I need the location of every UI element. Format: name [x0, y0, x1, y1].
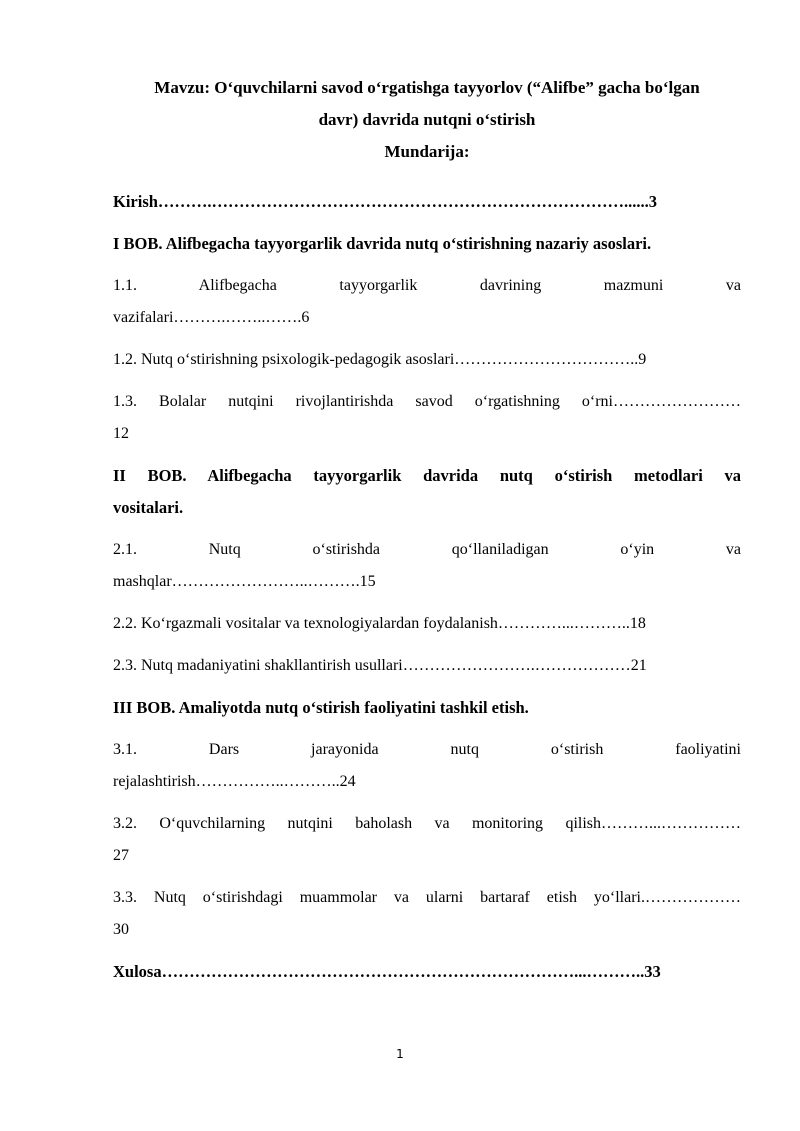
- toc-entry-chapter-3: III BOB. Amaliyotda nutq o‘stirish faoliyatini tashkil etish.: [113, 698, 529, 717]
- toc-entry-3-1-line1: 3.1. Dars jarayonida nutq o‘stirish faoliyatini: [113, 741, 741, 758]
- toc-entry-1-1-line1: 1.1. Alifbegacha tayyorgarlik davrining mazmuni va: [113, 277, 741, 294]
- toc-entry-2-1: [113, 534, 741, 598]
- toc-entry-kirish: Kirish……….…………………………………………………………………......3: [113, 192, 658, 211]
- toc-entry-1-2: 1.2. Nutq o‘stirishning psixologik-pedagogik asoslari……………………………..9: [113, 351, 647, 368]
- toc-entry-3-2-line2: 27: [113, 847, 129, 864]
- toc-entry-xulosa: Xulosa…………………………………………………………………...………..33: [113, 962, 661, 981]
- toc-entry-1-1-line2: vazifalari……….……..…….6: [113, 309, 310, 326]
- toc-entry-3-3: [113, 882, 741, 946]
- toc-entry-2-1-line2: mashqlar……………………..……….15: [113, 573, 376, 590]
- table-of-contents: [113, 186, 741, 988]
- toc-entry-chapter-2: [113, 460, 741, 524]
- toc-entry-chapter-1: I BOB. Alifbegacha tayyorgarlik davrida nutq o‘stirishning nazariy asoslari.: [113, 234, 652, 253]
- toc-entry-2-2: 2.2. Ko‘rgazmali vositalar va texnologiyalardan foydalanish…………...………..18: [113, 615, 646, 632]
- toc-entry-1-3: [113, 386, 741, 450]
- toc-entry-1-3-line1: 1.3. Bolalar nutqini rivojlantirishda savod o‘rgatishning o‘rni……………………: [113, 393, 741, 410]
- toc-entry-2-3: 2.3. Nutq madaniyatini shakllantirish usullari…………………….………………21: [113, 657, 647, 674]
- title-line-2: davr) davrida nutqni o‘stirish: [318, 110, 536, 129]
- toc-entry-chapter-2-line1: II BOB. Alifbegacha tayyorgarlik davrida nutq o‘stirish metodlari va: [113, 466, 741, 485]
- toc-entry-3-1-line2: rejalashtirish……………..………..24: [113, 773, 356, 790]
- title-line-1: Mavzu: O‘quvchilarni savod o‘rgatishga tayyorlov (“Alifbe” gacha bo‘lgan: [154, 78, 700, 97]
- toc-entry-chapter-2-line2: vositalari.: [113, 498, 184, 517]
- toc-entry-1-1: [113, 270, 741, 334]
- toc-entry-1-3-line2: 12: [113, 425, 129, 442]
- page-number: 1: [396, 1047, 404, 1061]
- toc-entry-3-1: [113, 734, 741, 798]
- toc-heading: Mundarija:: [384, 142, 470, 161]
- toc-entry-3-3-line2: 30: [113, 921, 129, 938]
- toc-entry-2-1-line1: 2.1. Nutq o‘stirishda qo‘llaniladigan o‘yin va: [113, 541, 741, 558]
- toc-entry-3-2: [113, 808, 741, 872]
- toc-entry-3-3-line1: 3.3. Nutq o‘stirishdagi muammolar va ularni bartaraf etish yo‘llari.………………: [113, 889, 741, 906]
- document-title: [113, 72, 741, 136]
- document-page: [113, 72, 741, 998]
- toc-entry-3-2-line1: 3.2. O‘quvchilarning nutqini baholash va monitoring qilish………...……………: [113, 815, 741, 832]
